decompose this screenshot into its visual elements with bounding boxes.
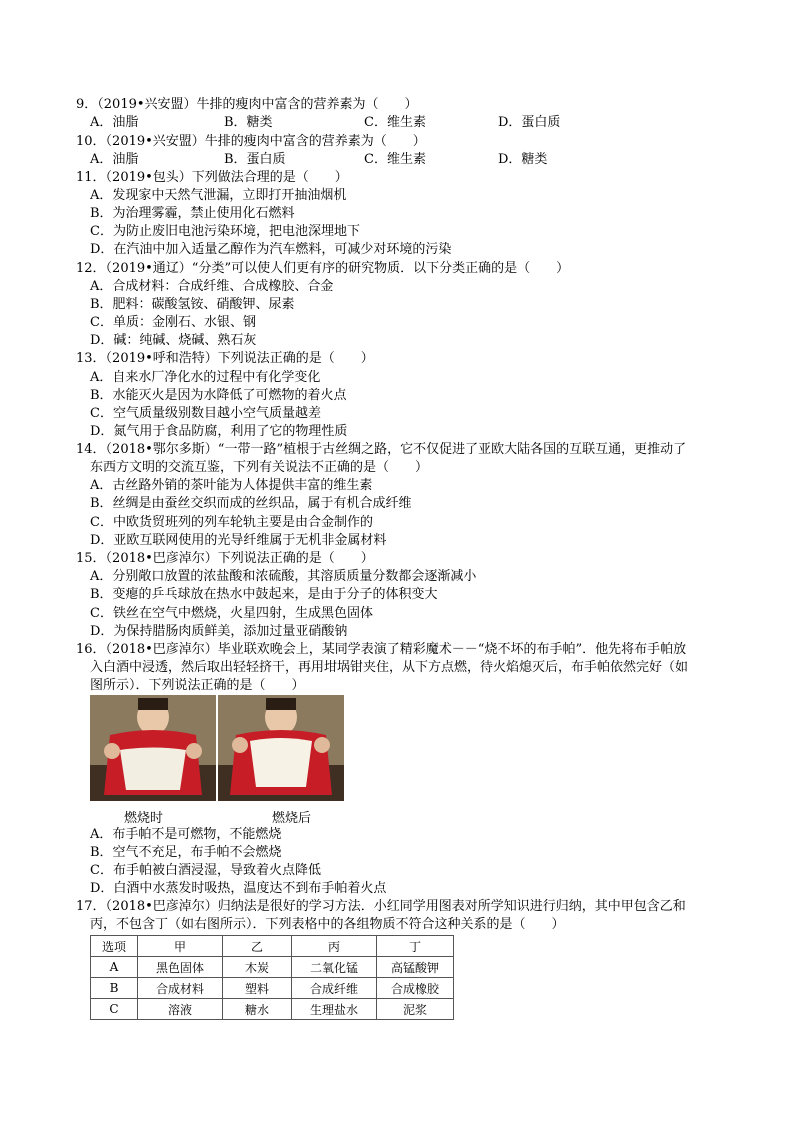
question-13-option-d: D．氮气用于食品防腐，利用了它的物理性质 — [90, 424, 348, 439]
caption-burning: 燃烧时 — [124, 811, 164, 826]
question-10-stem: 10．（2019•兴安盟）牛排的瘦肉中富含的营养素为（ ） — [76, 134, 426, 149]
question-13-stem: 13．（2019•呼和浩特）下列说法正确的是（ ） — [76, 351, 374, 366]
question-16-stem-line-3: 图所示）．下列说法正确的是（ ） — [90, 678, 305, 693]
question-9-option-b: B．糖类 — [224, 115, 273, 130]
question-16-option-b: B．空气不充足，布手帕不会燃烧 — [90, 845, 282, 860]
caption-after-burning: 燃烧后 — [272, 811, 312, 826]
question-9-option-d: D．蛋白质 — [498, 115, 561, 130]
table-cell: 合成材料 — [138, 978, 223, 999]
question-14-stem-line-1: 14．（2018•鄂尔多斯）“一带一路”植根于古丝绸之路，它不仅促进了亚欧大陆各国的互联互通，更推动了 — [76, 442, 687, 457]
question-15-option-d: D．为保持腊肠肉质鲜美，添加过量亚硝酸钠 — [90, 624, 348, 639]
question-14-stem-line-2: 东西方文明的交流互鉴，下列有关说法不正确的是（ ） — [90, 460, 429, 475]
table-cell: 二氧化锰 — [292, 957, 377, 978]
table-cell: 塑料 — [223, 978, 292, 999]
question-14-option-a: A．古丝路外销的茶叶能为人体提供丰富的维生素 — [90, 478, 373, 493]
table-header-cell: 丁 — [377, 936, 454, 957]
question-11-option-a: A．发现家中天然气泄漏，立即打开抽油烟机 — [90, 188, 347, 203]
question-12-option-b: B．肥料：碳酸氢铵、硝酸钾、尿素 — [90, 297, 295, 312]
table-cell: 糖水 — [223, 999, 292, 1020]
question-10-option-d: D．糖类 — [498, 152, 548, 167]
question-14-option-d: D．亚欧互联网使用的光导纤维属于无机非金属材料 — [90, 533, 387, 548]
question-12-option-c: C．单质：金刚石、水银、钢 — [90, 315, 256, 330]
question-11-option-d: D．在汽油中加入适量乙醇作为汽车燃料，可减少对环境的污染 — [90, 242, 452, 257]
table-header-cell: 甲 — [138, 936, 223, 957]
question-16-option-c: C．布手帕被白酒浸湿，导致着火点降低 — [90, 863, 321, 878]
question-11-stem: 11．（2019•包头）下列做法合理的是（ ） — [76, 170, 348, 185]
question-13-option-b: B．水能灭火是因为水降低了可燃物的着火点 — [90, 388, 347, 403]
table-cell: C — [91, 999, 138, 1020]
photo-burning — [90, 695, 216, 801]
question-9-option-c: C．维生素 — [364, 115, 426, 130]
question-17-stem-line-1: 17．（2018•巴彦淖尔）归纳法是很好的学习方法．小红同学用图表对所学知识进行归纳，其中甲包含乙和 — [76, 899, 686, 914]
table-cell: 生理盐水 — [292, 999, 377, 1020]
question-17-stem-line-2: 丙，不包含丁（如右图所示）．下列表格中的各组物质不符合这种关系的是（ ） — [90, 917, 565, 932]
table-cell: 高锰酸钾 — [377, 957, 454, 978]
table-header-cell: 选项 — [91, 936, 138, 957]
question-10-option-c: C．维生素 — [364, 152, 426, 167]
classification-table — [90, 935, 454, 1020]
table-row — [91, 978, 454, 999]
table-cell: 黑色固体 — [138, 957, 223, 978]
table-header-cell: 丙 — [292, 936, 377, 957]
question-16-option-a: A．布手帕不是可燃物，不能燃烧 — [90, 827, 282, 842]
table-header-cell: 乙 — [223, 936, 292, 957]
table-cell: 泥浆 — [377, 999, 454, 1020]
table-cell: 合成橡胶 — [377, 978, 454, 999]
question-9-option-a: A．油脂 — [90, 115, 139, 130]
question-14-option-c: C．中欧货贸班列的列车轮轨主要是由合金制作的 — [90, 515, 373, 530]
table-cell: 合成纤维 — [292, 978, 377, 999]
question-11-option-c: C．为防止废旧电池污染环境，把电池深埋地下 — [90, 224, 360, 239]
table-row — [91, 957, 454, 978]
table-header-row — [91, 936, 454, 957]
question-13-option-a: A．自来水厂净化水的过程中有化学变化 — [90, 370, 321, 385]
question-12-stem: 12．（2019•通辽）“分类”可以使人们更有序的研究物质．以下分类正确的是（ ） — [76, 261, 570, 276]
question-15-stem: 15．（2018•巴彦淖尔）下列说法正确的是（ ） — [76, 551, 374, 566]
table-cell: A — [91, 957, 138, 978]
photo-after-burning — [218, 695, 344, 801]
question-15-option-a: A．分别敞口放置的浓盐酸和浓硫酸，其溶质质量分数都会逐渐减小 — [90, 569, 477, 584]
table-cell: B — [91, 978, 138, 999]
question-16-option-d: D．白酒中水蒸发时吸热，温度达不到布手帕着火点 — [90, 881, 387, 896]
question-16-stem-line-1: 16．（2018•巴彦淖尔）毕业联欢晚会上，某同学表演了精彩魔术－－“烧不坏的布手帕”．他先将布手帕放 — [76, 642, 687, 657]
question-16-stem-line-2: 入白酒中浸透，然后取出轻轻挤干，再用坩埚钳夹住，从下方点燃，待火焰熄灭后，布手帕依然完好（如 — [90, 660, 689, 675]
question-15-option-c: C．铁丝在空气中燃烧，火星四射，生成黑色固体 — [90, 606, 373, 621]
question-14-option-b: B．丝绸是由蚕丝交织而成的丝织品，属于有机合成纤维 — [90, 496, 412, 511]
table-cell: 溶液 — [138, 999, 223, 1020]
table-row — [91, 999, 454, 1020]
question-11-option-b: B．为治理雾霾，禁止使用化石燃料 — [90, 206, 295, 221]
question-10-option-b: B．蛋白质 — [224, 152, 286, 167]
question-13-option-c: C．空气质量级别数目越小空气质量越差 — [90, 406, 321, 421]
question-12-option-a: A．合成材料：合成纤维、合成橡胶、合金 — [90, 279, 334, 294]
table-cell: 木炭 — [223, 957, 292, 978]
question-12-option-d: D．碱：纯碱、烧碱、熟石灰 — [90, 333, 257, 348]
question-9-stem: 9．（2019•兴安盟）牛排的瘦肉中富含的营养素为（ ） — [76, 97, 418, 112]
question-10-option-a: A．油脂 — [90, 152, 139, 167]
question-15-option-b: B．变瘪的乒乓球放在热水中鼓起来，是由于分子的体积变大 — [90, 587, 438, 602]
